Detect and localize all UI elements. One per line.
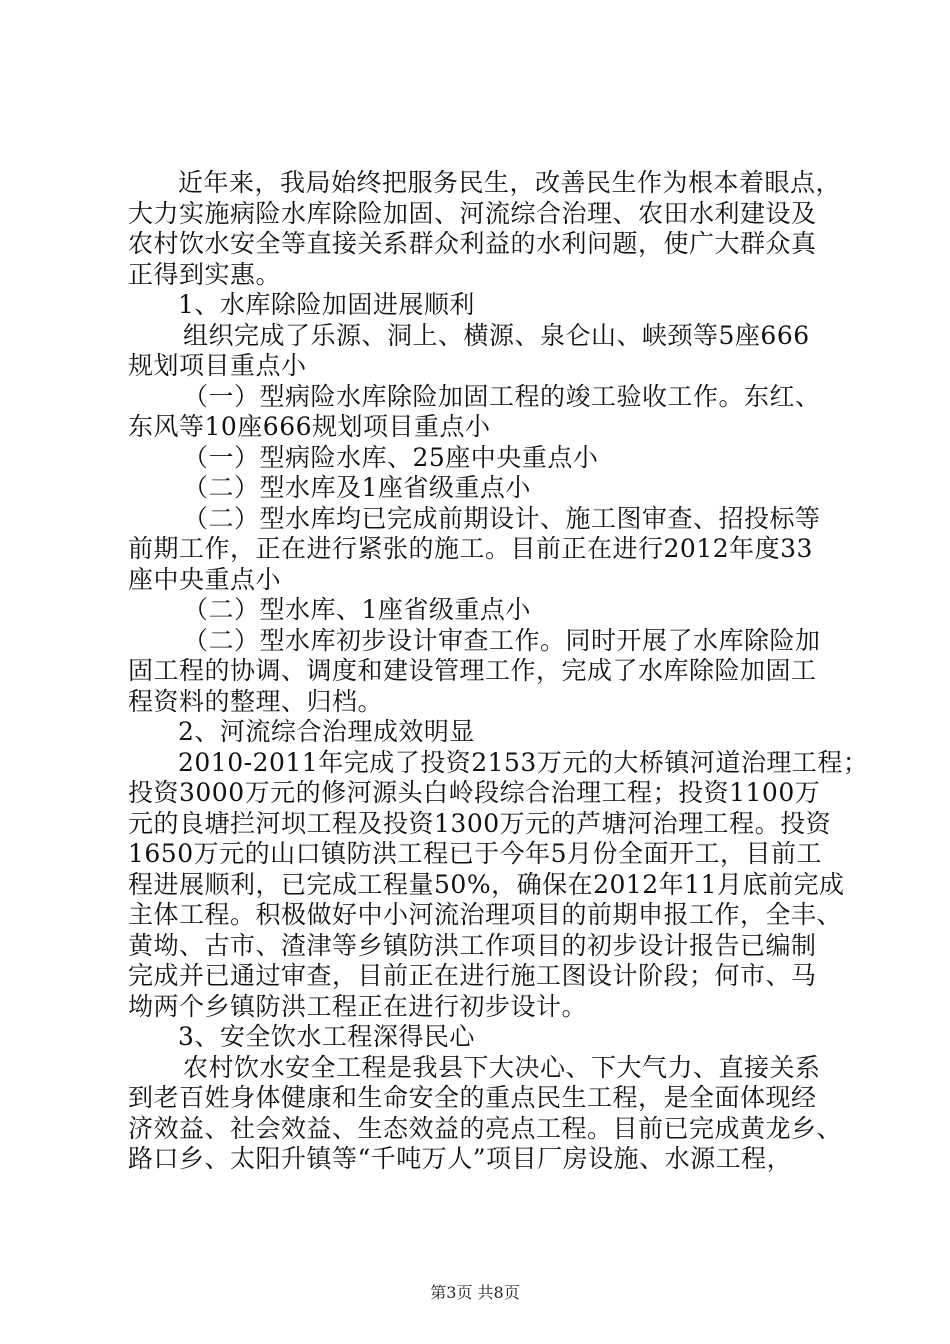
text-line: 2010-2011年完成了投资2153万元的大桥镇河道治理工程； bbox=[178, 747, 869, 777]
text-line: （一）型病险水库、25座中央重点小 bbox=[183, 442, 599, 472]
text-line: （二）型水库及1座省级重点小 bbox=[183, 473, 531, 502]
text-line: 完成并已通过审查，目前正在进行施工图设计阶段；何市、马 bbox=[128, 961, 817, 990]
text-line: 近年来，我局始终把服务民生，改善民生作为根本着眼点， bbox=[178, 168, 842, 197]
text-line: 程进展顺利，已完成工程量50%，确保在2012年11月底前完成 bbox=[128, 869, 845, 899]
text-line: 路口乡、太阳升镇等“千吨万人”项目厂房设施、水源工程， bbox=[128, 1144, 793, 1173]
text-line: 固工程的协调、调度和建设管理工作，完成了水库除险加固工 bbox=[128, 656, 817, 685]
text-line: 规划项目重点小 bbox=[128, 351, 307, 380]
text-line: 组织完成了乐源、洞上、横源、泉仑山、峡颈等5座666 bbox=[183, 320, 810, 350]
text-line: 到老百姓身体健康和生命安全的重点民生工程，是全面体现经 bbox=[128, 1083, 817, 1112]
text-line: 元的良塘拦河坝工程及投资1300万元的芦塘河治理工程。投资 bbox=[128, 808, 832, 838]
text-line: 东风等10座666规划项目重点小 bbox=[128, 412, 491, 441]
text-line: 农村饮水安全工程是我县下大决心、下大气力、直接关系 bbox=[183, 1052, 821, 1082]
text-line: 2、河流综合治理成效明显 bbox=[178, 717, 475, 746]
text-line: 济效益、社会效益、生态效益的亮点工程。目前已完成黄龙乡、 bbox=[128, 1113, 843, 1143]
text-line: 3、安全饮水工程深得民心 bbox=[178, 1022, 475, 1051]
text-line: 黄坳、古市、渣津等乡镇防洪工作项目的初步设计报告已编制 bbox=[128, 930, 817, 960]
text-line: （二）型水库、1座省级重点小 bbox=[183, 595, 531, 624]
page-footer: 第3页 共8页 bbox=[430, 1283, 520, 1302]
document-body bbox=[128, 168, 869, 1175]
text-line: 坳两个乡镇防洪工程正在进行初步设计。 bbox=[128, 991, 588, 1021]
text-line: 1、水库除险加固进展顺利 bbox=[178, 290, 475, 319]
text-line: （一）型病险水库除险加固工程的竣工验收工作。东红、 bbox=[183, 381, 821, 411]
text-line: 座中央重点小 bbox=[128, 564, 282, 594]
text-line: 主体工程。积极做好中小河流治理项目的前期申报工作，全丰、 bbox=[128, 900, 843, 929]
text-line: （二）型水库初步设计审查工作。同时开展了水库除险加 bbox=[183, 625, 821, 655]
text-line: 正得到实惠。 bbox=[128, 259, 282, 289]
text-line: 农村饮水安全等直接关系群众利益的水利问题，使广大群众真 bbox=[128, 229, 817, 258]
text-line: （二）型水库均已完成前期设计、施工图审查、招投标等 bbox=[183, 503, 821, 533]
text-line: 1650万元的山口镇防洪工程已于今年5月份全面开工，目前工 bbox=[128, 839, 823, 868]
text-line: 大力实施病险水库除险加固、河流综合治理、农田水利建设及 bbox=[128, 198, 817, 228]
text-line: 前期工作，正在进行紧张的施工。目前正在进行2012年度33 bbox=[128, 534, 813, 563]
text-line: 投资3000万元的修河源头白岭段综合治理工程；投资1100万 bbox=[128, 778, 821, 807]
text-line: 程资料的整理、归档。 bbox=[128, 686, 384, 716]
